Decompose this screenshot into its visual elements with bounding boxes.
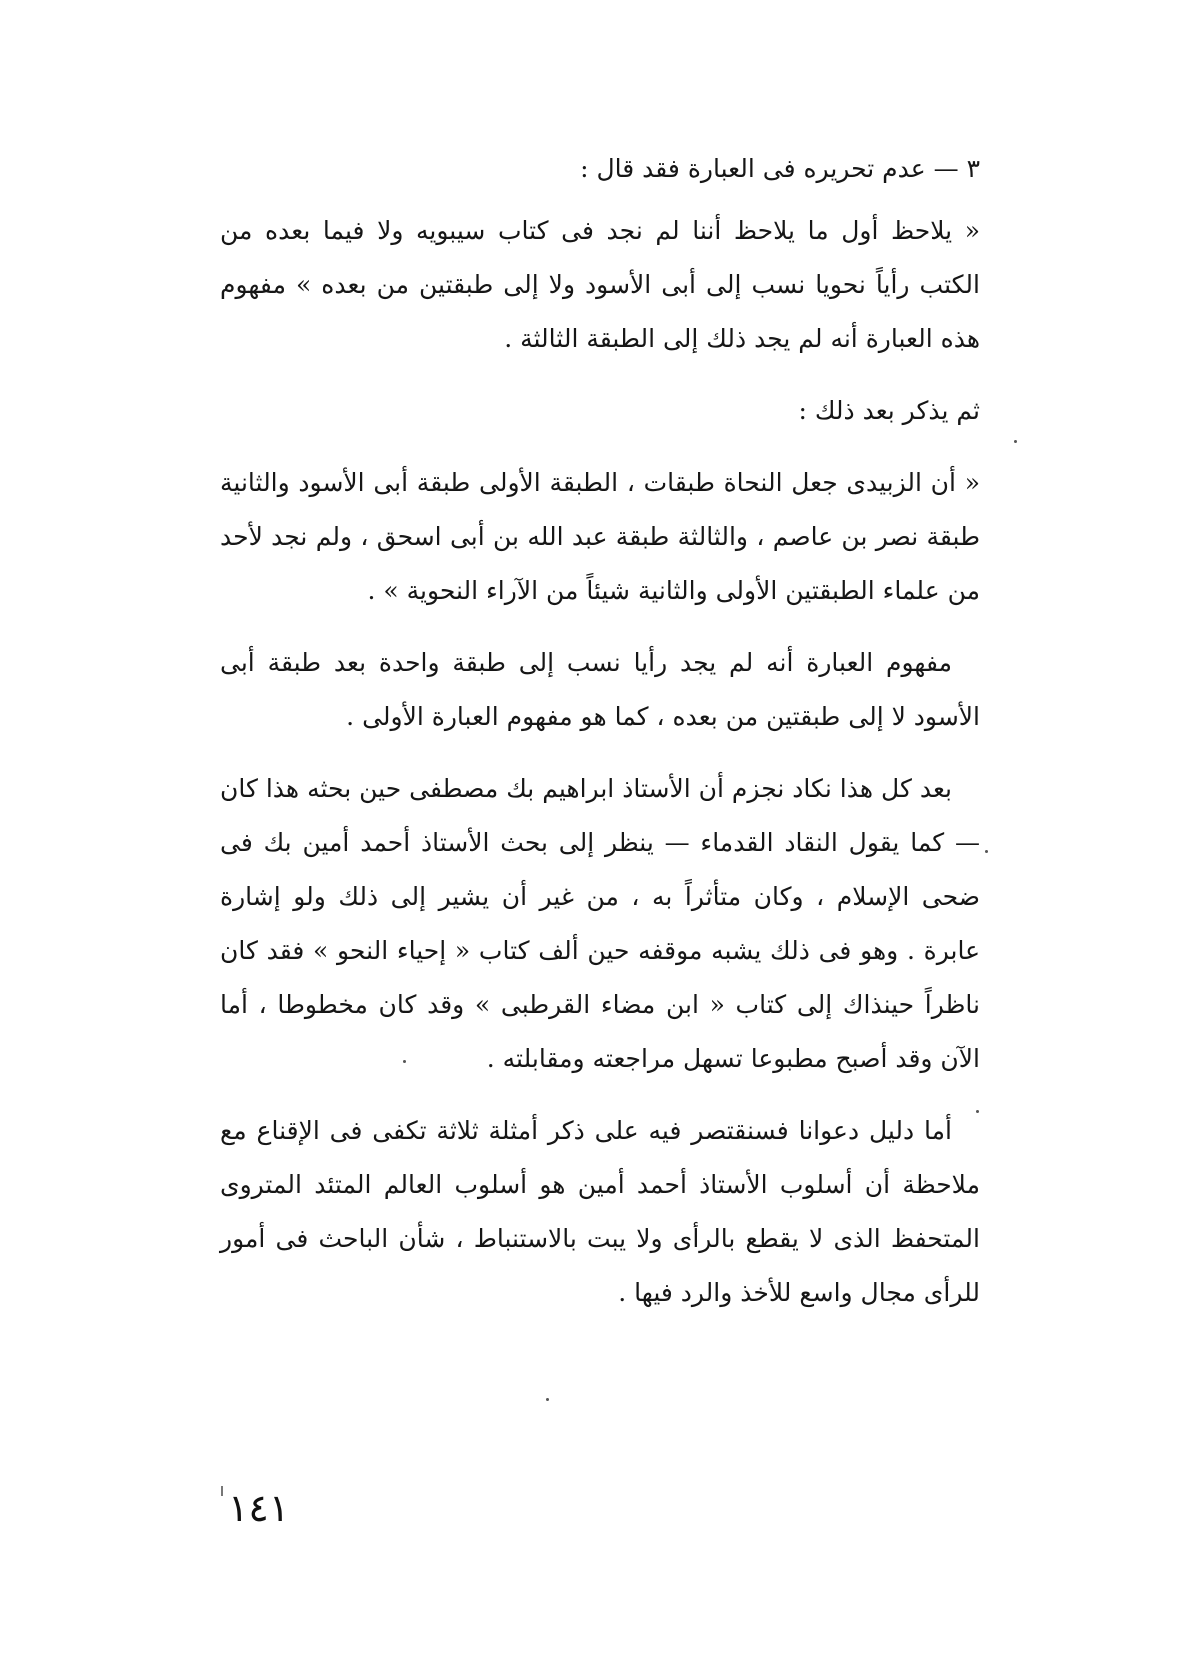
evidence-paragraph: أما دليل دعوانا فسنقتصر فيه على ذكر أمثلة ثلاثة تكفى فى الإقناع مع ملاحظة أن أسلوب الأستاذ أحمد أمين هو أسلوب العالم المتئد المتروى المتحفظ الذى لا يقطع بالرأى ولا يبت بالاستنباط ، شأن الباحث فى أمور للرأى مجال واسع للأخذ والرد فيها . xyxy=(220,1116,980,1307)
meaning-paragraph: مفهوم العبارة أنه لم يجد رأيا نسب إلى طبقة واحدة بعد طبقة أبى الأسود لا إلى طبقتين من بعده ، كما هو مفهوم العبارة الأولى . xyxy=(220,648,980,731)
scan-speck xyxy=(403,1060,406,1063)
page-number: ١٤١ xyxy=(228,1486,290,1530)
scan-speck xyxy=(1014,440,1017,443)
scan-speck xyxy=(976,1110,979,1113)
scan-speck xyxy=(546,1398,549,1401)
argument-paragraph: بعد كل هذا نكاد نجزم أن الأستاذ ابراهيم بك مصطفى حين بحثه هذا كان — كما يقول النقاد القدماء — ينظر إلى بحث الأستاذ أحمد أمين بك فى ضحى الإسلام ، وكان متأثراً به ، من غير أن يشير إلى ذلك ولو إشارة عابرة . وهو فى ذلك يشبه موقفه حين ألف كتاب « إحياء النحو » فقد كان ناظراً حينذاك إلى كتاب « ابن مضاء القرطبى » وقد كان مخطوطا ، أما الآن وقد أصبح مطبوعا تسهل مراجعته ومقابلته . xyxy=(220,774,980,1073)
body-text xyxy=(220,142,980,1320)
then-mentions-line: ثم يذكر بعد ذلك : xyxy=(798,396,980,425)
paragraph-item-3: ٣ — عدم تحريره فى العبارة فقد قال : xyxy=(580,154,980,183)
quote-paragraph-2: « أن الزبيدى جعل النحاة طبقات ، الطبقة الأولى طبقة أبى الأسود والثانية طبقة نصر بن عاصم ، والثالثة طبقة عبد الله بن أبى اسحق ، ولم نجد لأحد من علماء الطبقتين الأولى والثانية شيئاً من الآراء النحوية » . xyxy=(220,468,980,605)
scan-mark xyxy=(221,1486,223,1496)
quote-paragraph-1: « يلاحظ أول ما يلاحظ أننا لم نجد فى كتاب سيبويه ولا فيما بعده من الكتب رأياً نحويا نسب إلى أبى الأسود ولا إلى طبقتين من بعده » مفهوم هذه العبارة أنه لم يجد ذلك إلى الطبقة الثالثة . xyxy=(220,216,980,353)
scan-speck xyxy=(985,850,988,853)
